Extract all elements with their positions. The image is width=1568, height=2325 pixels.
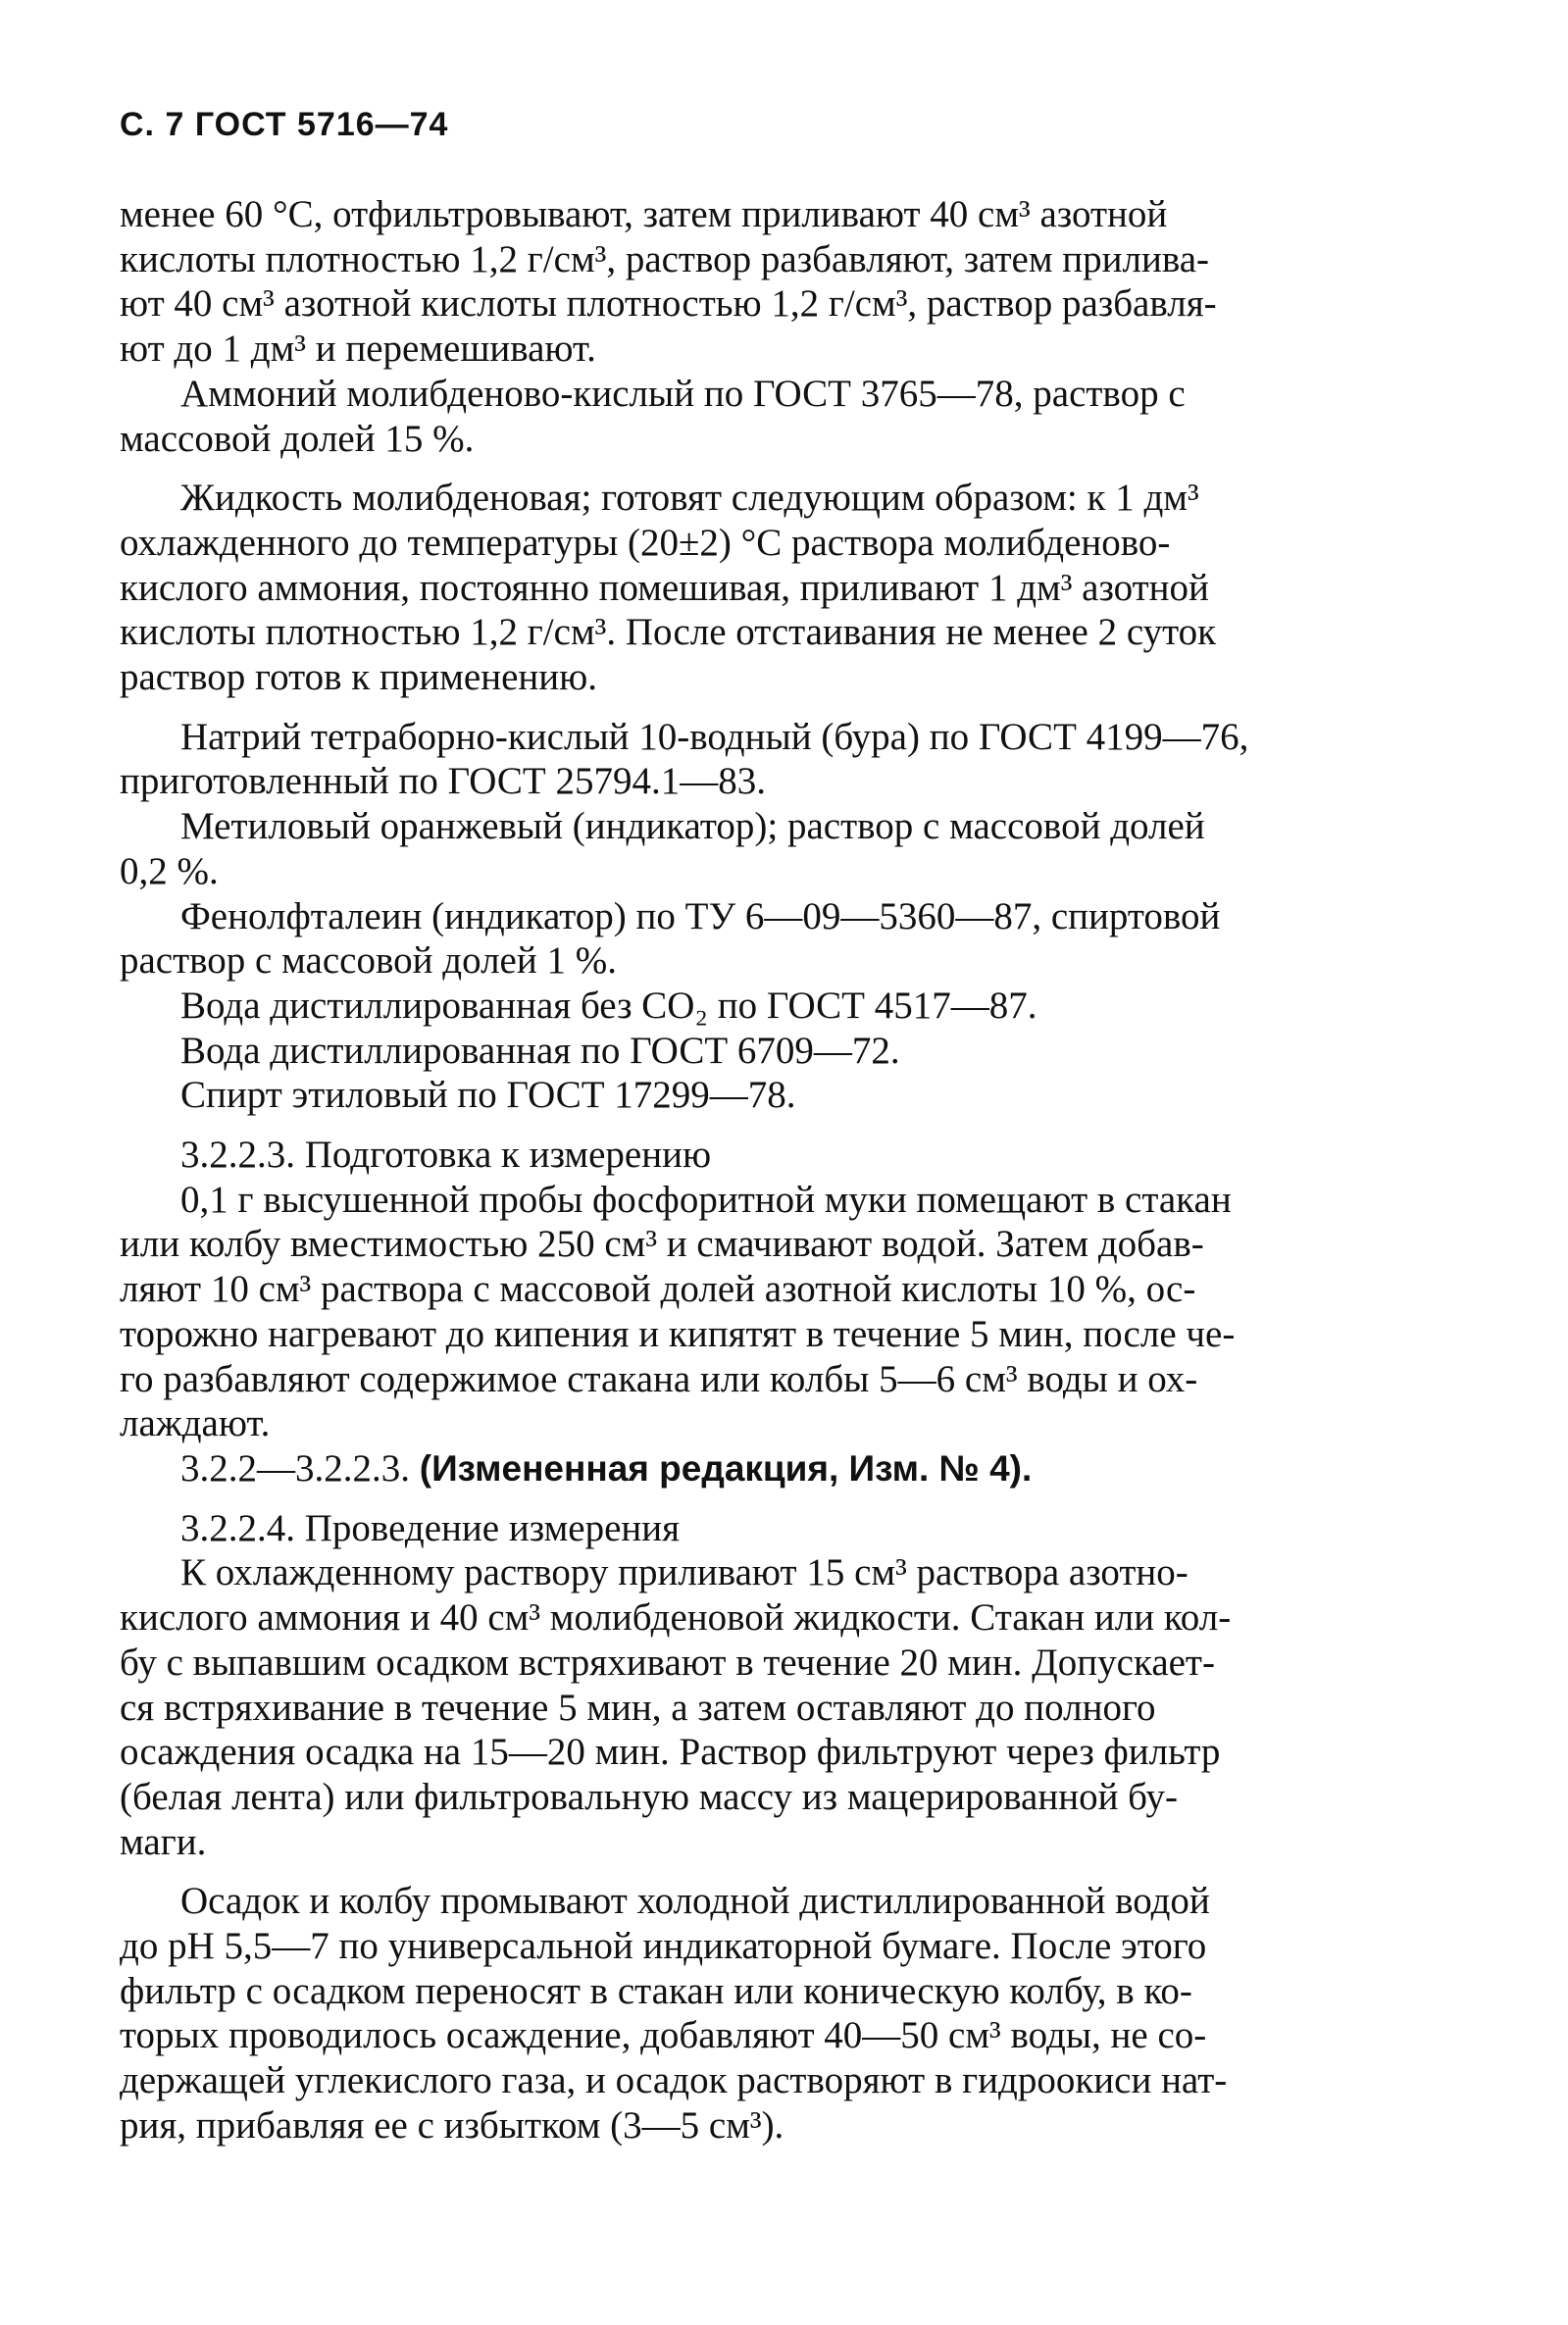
text-line: Аммоний молибденово-кислый по ГОСТ 3765—78, раствор с <box>180 372 1186 415</box>
text-line: маги. <box>120 1820 207 1863</box>
page-number: С. 7 <box>120 106 185 143</box>
amendment-bold: (Измененная редакция, Изм. № 4). <box>419 1447 1033 1489</box>
text-block-measurement <box>120 1506 1475 2148</box>
text-line: до рН 5,5—7 по универсальной индикаторной бумаге. После этого <box>120 1925 1207 1968</box>
text-line: (белая лента) или фильтровальную массу из мацерированной бу- <box>120 1775 1179 1818</box>
text-line: менее 60 °С, отфильтровывают, затем приливают 40 см³ азотной <box>120 193 1168 235</box>
text-line: рия, прибавляя ее с избытком (3—5 см³). <box>120 2103 784 2147</box>
text-line: го разбавляют содержимое стакана или колбы 5—6 см³ воды и ох- <box>120 1357 1198 1400</box>
text-line: массовой долей 15 %. <box>120 417 475 460</box>
text-line: Натрий тетраборно-кислый 10-водный (бура) по ГОСТ 4199—76, <box>180 715 1249 758</box>
text-line: лаждают. <box>120 1402 271 1445</box>
text-line: держащей углекислого газа, и осадок растворяют в гидроокиси нат- <box>120 2059 1228 2102</box>
text-line: кислоты плотностью 1,2 г/см³, раствор разбавляют, затем прилива- <box>120 237 1210 280</box>
text-line: кислого аммония и 40 см³ молибденовой жидкости. Стакан или кол- <box>120 1596 1232 1640</box>
text-line: ют до 1 дм³ и перемешивают. <box>120 328 596 371</box>
text-line: охлажденного до температуры (20±2) °С раствора молибденово- <box>120 521 1171 564</box>
text-line: или колбу вместимостью 250 см³ и смачивают водой. Затем добав- <box>120 1223 1204 1266</box>
text-line: торожно нагревают до кипения и кипятят в течение 5 мин, после че- <box>120 1312 1236 1355</box>
text-line: Вода дистиллированная без СО₂ по ГОСТ 4517—87. <box>180 984 1037 1027</box>
text-line: осаждения осадка на 15—20 мин. Раствор фильтруют через фильтр <box>120 1731 1221 1774</box>
amendment-note <box>120 1446 1475 1491</box>
text-line: ют 40 см³ азотной кислоты плотностью 1,2 г/см³, раствор разбавля- <box>120 282 1217 326</box>
text-line: бу с выпавшим осадком встряхивают в течение 20 мин. Допускает- <box>120 1641 1215 1684</box>
text-line: Осадок и колбу промывают холодной дистиллированной водой <box>180 1880 1210 1923</box>
text-line: 0,2 %. <box>120 849 219 892</box>
text-line: К охлажденному раствору приливают 15 см³ раствора азотно- <box>180 1551 1189 1594</box>
text-block-preparation <box>120 192 1475 1446</box>
page-header <box>120 106 448 144</box>
body-text <box>120 192 1475 2148</box>
text-line: раствор готов к применению. <box>120 656 598 699</box>
amendment-prefix: 3.2.2—3.2.2.3. <box>180 1446 420 1490</box>
text-line: Жидкость молибденовая; готовят следующим образом: к 1 дм³ <box>180 477 1199 520</box>
text-line: Метиловый оранжевый (индикатор); раствор с массовой долей <box>180 805 1205 848</box>
text-line: ся встряхивание в течение 5 мин, а затем оставляют до полного <box>120 1686 1156 1729</box>
text-line: фильтр с осадком переносят в стакан или коническую колбу, в ко- <box>120 1969 1192 2012</box>
text-line: приготовленный по ГОСТ 25794.1—83. <box>120 760 766 803</box>
text-line: Фенолфталеин (индикатор) по ТУ 6—09—5360—87, спиртовой <box>180 894 1221 937</box>
text-line: кислого аммония, постоянно помешивая, приливают 1 дм³ азотной <box>120 566 1209 609</box>
text-line: 3.2.2.4. Проведение измерения <box>180 1506 681 1549</box>
text-line: Спирт этиловый по ГОСТ 17299—78. <box>180 1074 796 1117</box>
text-line: 3.2.2.3. Подготовка к измерению <box>180 1134 712 1177</box>
text-line: кислоты плотностью 1,2 г/см³. После отстаивания не менее 2 суток <box>120 611 1217 654</box>
text-line: Вода дистиллированная по ГОСТ 6709—72. <box>180 1029 900 1072</box>
standard-number: ГОСТ 5716—74 <box>194 106 449 143</box>
text-line: торых проводилось осаждение, добавляют 40—50 см³ воды, не со- <box>120 2014 1207 2057</box>
text-line: 0,1 г высушенной пробы фосфоритной муки помещают в стакан <box>180 1178 1232 1221</box>
text-line: раствор с массовой долей 1 %. <box>120 939 617 983</box>
text-line: ляют 10 см³ раствора с массовой долей азотной кислоты 10 %, ос- <box>120 1268 1196 1311</box>
